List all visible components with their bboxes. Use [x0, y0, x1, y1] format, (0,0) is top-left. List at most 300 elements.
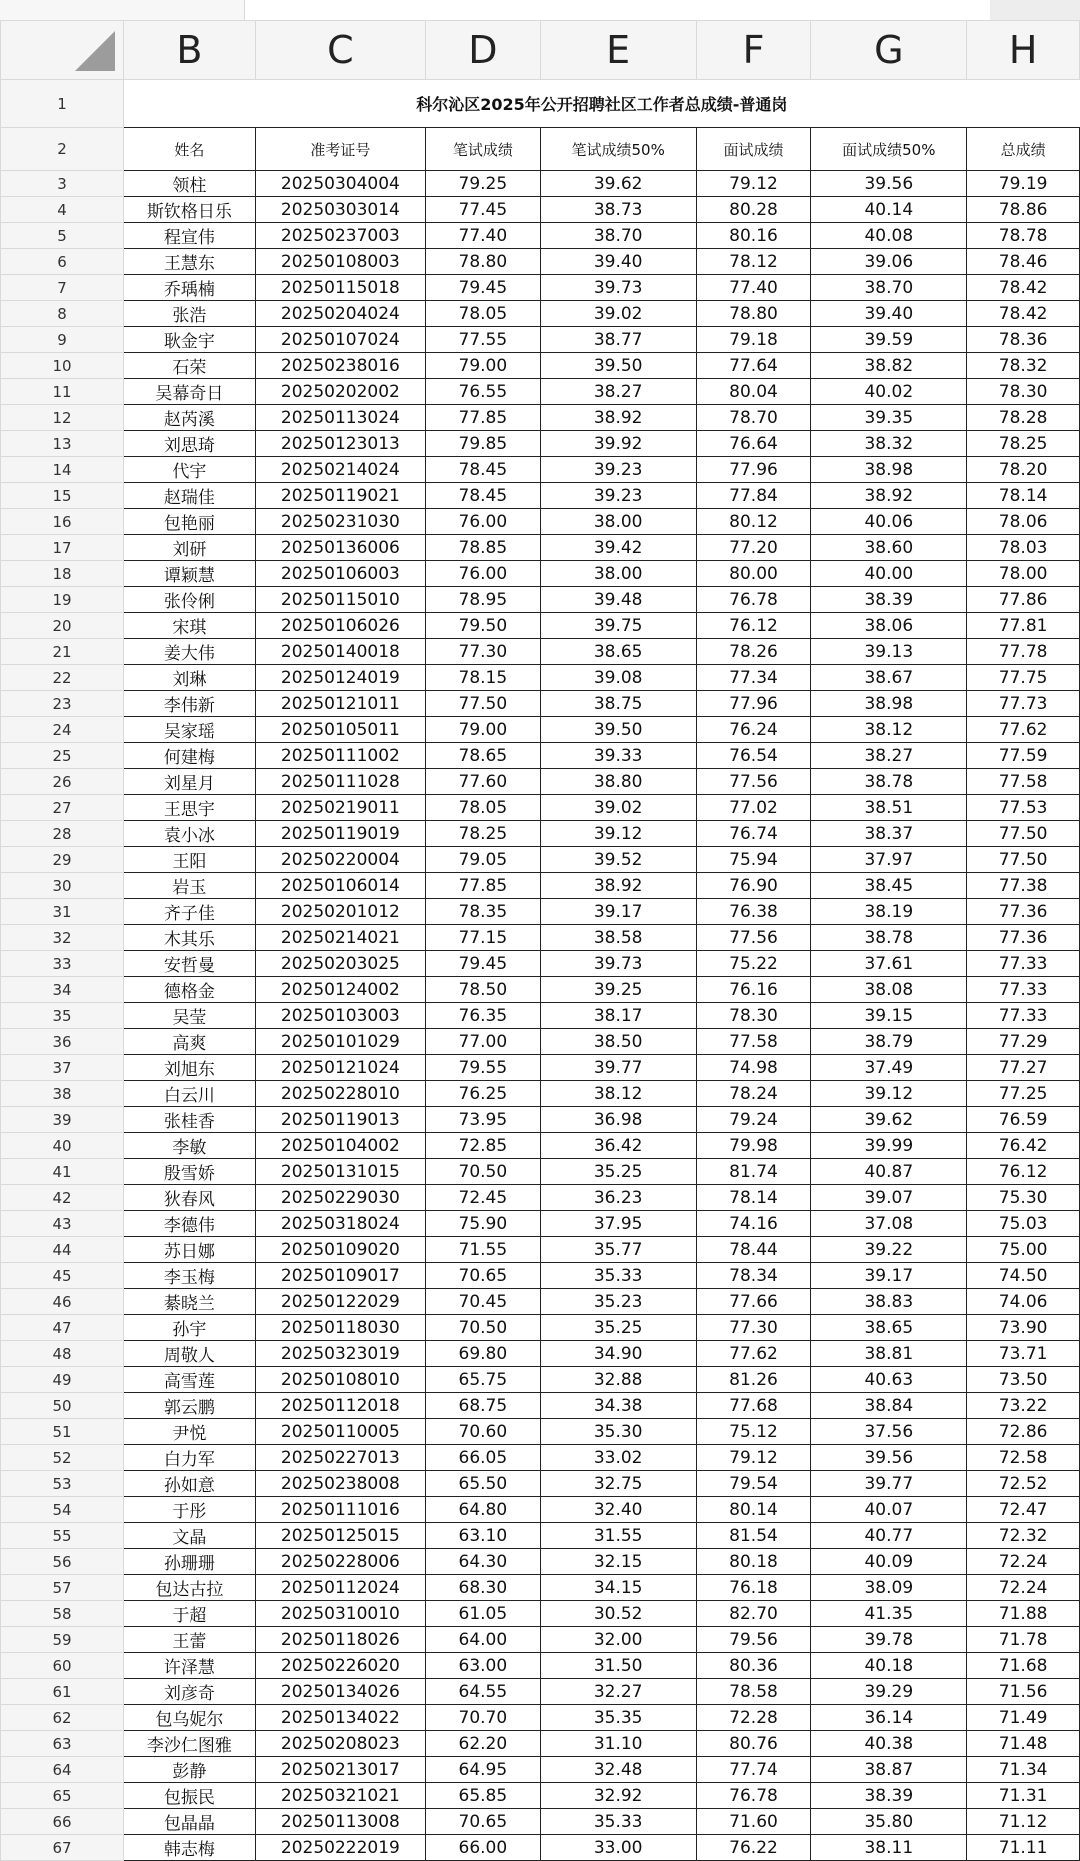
cell-interview-50[interactable]: 38.45: [811, 873, 967, 899]
cell-name[interactable]: 苏日娜: [124, 1237, 256, 1263]
cell-written-score[interactable]: 70.65: [425, 1809, 540, 1835]
cell-written-score[interactable]: 79.00: [425, 353, 540, 379]
cell-total-score[interactable]: 78.32: [967, 353, 1080, 379]
cell-total-score[interactable]: 72.86: [967, 1419, 1080, 1445]
cell-interview-score[interactable]: 77.74: [696, 1757, 811, 1783]
cell-total-score[interactable]: 78.06: [967, 509, 1080, 535]
cell-exam-id[interactable]: 20250109017: [255, 1263, 425, 1289]
cell-interview-50[interactable]: 39.78: [811, 1627, 967, 1653]
row-number[interactable]: 41: [1, 1159, 124, 1185]
cell-written-50[interactable]: 38.00: [540, 509, 696, 535]
cell-exam-id[interactable]: 20250118030: [255, 1315, 425, 1341]
row-number[interactable]: 31: [1, 899, 124, 925]
cell-exam-id[interactable]: 20250136006: [255, 535, 425, 561]
cell-exam-id[interactable]: 20250113024: [255, 405, 425, 431]
row-number[interactable]: 59: [1, 1627, 124, 1653]
cell-name[interactable]: 白云川: [124, 1081, 256, 1107]
cell-total-score[interactable]: 71.11: [967, 1835, 1080, 1861]
cell-total-score[interactable]: 72.32: [967, 1523, 1080, 1549]
cell-exam-id[interactable]: 20250220004: [255, 847, 425, 873]
cell-written-50[interactable]: 32.48: [540, 1757, 696, 1783]
row-number[interactable]: 10: [1, 353, 124, 379]
cell-written-score[interactable]: 64.00: [425, 1627, 540, 1653]
cell-written-score[interactable]: 72.45: [425, 1185, 540, 1211]
cell-name[interactable]: 尹悦: [124, 1419, 256, 1445]
cell-interview-score[interactable]: 74.98: [696, 1055, 811, 1081]
cell-name[interactable]: 斯钦格日乐: [124, 197, 256, 223]
cell-name[interactable]: 木其乐: [124, 925, 256, 951]
column-header-c[interactable]: C: [255, 21, 425, 80]
cell-name[interactable]: 吴莹: [124, 1003, 256, 1029]
cell-exam-id[interactable]: 20250108010: [255, 1367, 425, 1393]
cell-interview-50[interactable]: 38.39: [811, 1783, 967, 1809]
cell-interview-score[interactable]: 80.00: [696, 561, 811, 587]
cell-interview-score[interactable]: 76.78: [696, 1783, 811, 1809]
cell-written-score[interactable]: 62.20: [425, 1731, 540, 1757]
cell-name[interactable]: 王思宇: [124, 795, 256, 821]
cell-name[interactable]: 周敬人: [124, 1341, 256, 1367]
cell-total-score[interactable]: 77.50: [967, 847, 1080, 873]
cell-interview-score[interactable]: 77.96: [696, 457, 811, 483]
cell-written-score[interactable]: 78.85: [425, 535, 540, 561]
cell-written-50[interactable]: 38.75: [540, 691, 696, 717]
cell-written-score[interactable]: 79.25: [425, 171, 540, 197]
cell-interview-score[interactable]: 77.34: [696, 665, 811, 691]
cell-written-50[interactable]: 39.02: [540, 301, 696, 327]
row-number[interactable]: 17: [1, 535, 124, 561]
cell-written-score[interactable]: 66.00: [425, 1835, 540, 1861]
cell-written-score[interactable]: 70.50: [425, 1315, 540, 1341]
cell-interview-50[interactable]: 39.77: [811, 1471, 967, 1497]
cell-written-score[interactable]: 79.55: [425, 1055, 540, 1081]
cell-interview-score[interactable]: 76.54: [696, 743, 811, 769]
cell-total-score[interactable]: 77.36: [967, 899, 1080, 925]
cell-written-50[interactable]: 39.77: [540, 1055, 696, 1081]
cell-name[interactable]: 包乌妮尔: [124, 1705, 256, 1731]
header-written-score[interactable]: 笔试成绩: [425, 128, 540, 171]
cell-interview-score[interactable]: 78.58: [696, 1679, 811, 1705]
cell-name[interactable]: 领柱: [124, 171, 256, 197]
cell-total-score[interactable]: 71.49: [967, 1705, 1080, 1731]
cell-written-score[interactable]: 79.05: [425, 847, 540, 873]
cell-name[interactable]: 刘研: [124, 535, 256, 561]
cell-written-score[interactable]: 77.40: [425, 223, 540, 249]
cell-written-50[interactable]: 38.27: [540, 379, 696, 405]
cell-written-50[interactable]: 31.10: [540, 1731, 696, 1757]
cell-written-score[interactable]: 72.85: [425, 1133, 540, 1159]
cell-interview-50[interactable]: 40.08: [811, 223, 967, 249]
sheet-title-cell[interactable]: 科尔沁区2025年公开招聘社区工作者总成绩-普通岗: [124, 80, 1080, 128]
cell-name[interactable]: 包达古拉: [124, 1575, 256, 1601]
row-number[interactable]: 57: [1, 1575, 124, 1601]
cell-written-50[interactable]: 32.15: [540, 1549, 696, 1575]
cell-interview-score[interactable]: 80.18: [696, 1549, 811, 1575]
cell-name[interactable]: 李敏: [124, 1133, 256, 1159]
cell-exam-id[interactable]: 20250107024: [255, 327, 425, 353]
cell-written-score[interactable]: 78.45: [425, 483, 540, 509]
cell-exam-id[interactable]: 20250119019: [255, 821, 425, 847]
cell-exam-id[interactable]: 20250113008: [255, 1809, 425, 1835]
cell-written-score[interactable]: 76.00: [425, 561, 540, 587]
cell-total-score[interactable]: 78.42: [967, 301, 1080, 327]
row-number[interactable]: 21: [1, 639, 124, 665]
cell-interview-score[interactable]: 77.56: [696, 925, 811, 951]
cell-written-score[interactable]: 64.55: [425, 1679, 540, 1705]
row-number[interactable]: 50: [1, 1393, 124, 1419]
cell-interview-score[interactable]: 77.40: [696, 275, 811, 301]
cell-exam-id[interactable]: 20250134026: [255, 1679, 425, 1705]
cell-written-50[interactable]: 39.50: [540, 353, 696, 379]
cell-interview-50[interactable]: 38.79: [811, 1029, 967, 1055]
row-number[interactable]: 28: [1, 821, 124, 847]
cell-exam-id[interactable]: 20250105011: [255, 717, 425, 743]
cell-interview-score[interactable]: 78.30: [696, 1003, 811, 1029]
cell-interview-50[interactable]: 40.18: [811, 1653, 967, 1679]
cell-name[interactable]: 德格金: [124, 977, 256, 1003]
cell-interview-50[interactable]: 39.56: [811, 1445, 967, 1471]
cell-name[interactable]: 李沙仁图雅: [124, 1731, 256, 1757]
cell-exam-id[interactable]: 20250321021: [255, 1783, 425, 1809]
row-number[interactable]: 38: [1, 1081, 124, 1107]
row-number[interactable]: 40: [1, 1133, 124, 1159]
cell-name[interactable]: 殷雪娇: [124, 1159, 256, 1185]
cell-interview-score[interactable]: 75.94: [696, 847, 811, 873]
cell-interview-50[interactable]: 38.51: [811, 795, 967, 821]
cell-name[interactable]: 赵瑞佳: [124, 483, 256, 509]
cell-total-score[interactable]: 77.25: [967, 1081, 1080, 1107]
cell-written-50[interactable]: 34.15: [540, 1575, 696, 1601]
cell-name[interactable]: 白力军: [124, 1445, 256, 1471]
cell-interview-50[interactable]: 36.14: [811, 1705, 967, 1731]
row-number[interactable]: 52: [1, 1445, 124, 1471]
row-number[interactable]: 43: [1, 1211, 124, 1237]
cell-exam-id[interactable]: 20250125015: [255, 1523, 425, 1549]
column-header-b[interactable]: B: [124, 21, 256, 80]
row-number[interactable]: 65: [1, 1783, 124, 1809]
cell-interview-50[interactable]: 38.98: [811, 457, 967, 483]
cell-written-score[interactable]: 76.35: [425, 1003, 540, 1029]
cell-exam-id[interactable]: 20250227013: [255, 1445, 425, 1471]
row-number[interactable]: 32: [1, 925, 124, 951]
cell-interview-score[interactable]: 77.66: [696, 1289, 811, 1315]
cell-name[interactable]: 李玉梅: [124, 1263, 256, 1289]
cell-written-score[interactable]: 77.50: [425, 691, 540, 717]
row-number[interactable]: 61: [1, 1679, 124, 1705]
cell-exam-id[interactable]: 20250204024: [255, 301, 425, 327]
cell-interview-score[interactable]: 80.28: [696, 197, 811, 223]
cell-interview-50[interactable]: 39.13: [811, 639, 967, 665]
cell-exam-id[interactable]: 20250214021: [255, 925, 425, 951]
cell-total-score[interactable]: 73.90: [967, 1315, 1080, 1341]
row-number[interactable]: 67: [1, 1835, 124, 1861]
cell-name[interactable]: 刘彦奇: [124, 1679, 256, 1705]
cell-exam-id[interactable]: 20250112024: [255, 1575, 425, 1601]
cell-written-50[interactable]: 36.98: [540, 1107, 696, 1133]
cell-interview-50[interactable]: 40.77: [811, 1523, 967, 1549]
row-number[interactable]: 33: [1, 951, 124, 977]
row-number[interactable]: 29: [1, 847, 124, 873]
cell-interview-50[interactable]: 38.67: [811, 665, 967, 691]
cell-exam-id[interactable]: 20250228006: [255, 1549, 425, 1575]
cell-written-score[interactable]: 78.05: [425, 795, 540, 821]
cell-interview-50[interactable]: 38.78: [811, 769, 967, 795]
cell-interview-score[interactable]: 72.28: [696, 1705, 811, 1731]
cell-written-score[interactable]: 78.15: [425, 665, 540, 691]
cell-interview-score[interactable]: 76.38: [696, 899, 811, 925]
row-number[interactable]: 22: [1, 665, 124, 691]
cell-written-score[interactable]: 78.35: [425, 899, 540, 925]
cell-written-score[interactable]: 68.75: [425, 1393, 540, 1419]
cell-name[interactable]: 张桂香: [124, 1107, 256, 1133]
cell-interview-50[interactable]: 38.60: [811, 535, 967, 561]
cell-name[interactable]: 程宣伟: [124, 223, 256, 249]
cell-written-50[interactable]: 32.92: [540, 1783, 696, 1809]
cell-exam-id[interactable]: 20250134022: [255, 1705, 425, 1731]
cell-total-score[interactable]: 78.20: [967, 457, 1080, 483]
cell-interview-score[interactable]: 78.14: [696, 1185, 811, 1211]
cell-written-score[interactable]: 70.50: [425, 1159, 540, 1185]
column-header-g[interactable]: G: [811, 21, 967, 80]
cell-written-50[interactable]: 38.00: [540, 561, 696, 587]
row-number[interactable]: 45: [1, 1263, 124, 1289]
cell-interview-50[interactable]: 38.92: [811, 483, 967, 509]
cell-interview-score[interactable]: 71.60: [696, 1809, 811, 1835]
cell-interview-score[interactable]: 79.24: [696, 1107, 811, 1133]
cell-total-score[interactable]: 73.22: [967, 1393, 1080, 1419]
cell-interview-50[interactable]: 37.08: [811, 1211, 967, 1237]
cell-interview-50[interactable]: 38.70: [811, 275, 967, 301]
cell-name[interactable]: 韩志梅: [124, 1835, 256, 1861]
cell-written-50[interactable]: 34.90: [540, 1341, 696, 1367]
cell-exam-id[interactable]: 20250111016: [255, 1497, 425, 1523]
cell-name[interactable]: 王慧东: [124, 249, 256, 275]
cell-name[interactable]: 李伟新: [124, 691, 256, 717]
cell-exam-id[interactable]: 20250238008: [255, 1471, 425, 1497]
cell-exam-id[interactable]: 20250104002: [255, 1133, 425, 1159]
cell-exam-id[interactable]: 20250214024: [255, 457, 425, 483]
cell-total-score[interactable]: 71.31: [967, 1783, 1080, 1809]
cell-written-score[interactable]: 69.80: [425, 1341, 540, 1367]
cell-written-50[interactable]: 39.23: [540, 483, 696, 509]
cell-name[interactable]: 于超: [124, 1601, 256, 1627]
row-number[interactable]: 63: [1, 1731, 124, 1757]
cell-exam-id[interactable]: 20250323019: [255, 1341, 425, 1367]
cell-written-score[interactable]: 79.50: [425, 613, 540, 639]
cell-interview-score[interactable]: 77.68: [696, 1393, 811, 1419]
cell-interview-score[interactable]: 80.36: [696, 1653, 811, 1679]
cell-total-score[interactable]: 71.48: [967, 1731, 1080, 1757]
cell-exam-id[interactable]: 20250111028: [255, 769, 425, 795]
cell-written-50[interactable]: 39.48: [540, 587, 696, 613]
cell-interview-50[interactable]: 37.49: [811, 1055, 967, 1081]
cell-exam-id[interactable]: 20250110005: [255, 1419, 425, 1445]
cell-written-50[interactable]: 37.95: [540, 1211, 696, 1237]
cell-total-score[interactable]: 71.78: [967, 1627, 1080, 1653]
cell-total-score[interactable]: 74.06: [967, 1289, 1080, 1315]
row-number[interactable]: 2: [1, 128, 124, 171]
header-interview-50[interactable]: 面试成绩50%: [811, 128, 967, 171]
cell-total-score[interactable]: 72.58: [967, 1445, 1080, 1471]
cell-interview-score[interactable]: 76.12: [696, 613, 811, 639]
cell-exam-id[interactable]: 20250208023: [255, 1731, 425, 1757]
cell-interview-50[interactable]: 38.65: [811, 1315, 967, 1341]
cell-written-50[interactable]: 39.08: [540, 665, 696, 691]
row-number[interactable]: 62: [1, 1705, 124, 1731]
cell-name[interactable]: 齐子佳: [124, 899, 256, 925]
cell-interview-50[interactable]: 38.08: [811, 977, 967, 1003]
row-number[interactable]: 5: [1, 223, 124, 249]
cell-written-score[interactable]: 78.05: [425, 301, 540, 327]
cell-written-50[interactable]: 35.25: [540, 1159, 696, 1185]
cell-interview-score[interactable]: 77.56: [696, 769, 811, 795]
cell-interview-score[interactable]: 76.78: [696, 587, 811, 613]
cell-exam-id[interactable]: 20250119013: [255, 1107, 425, 1133]
cell-interview-score[interactable]: 79.98: [696, 1133, 811, 1159]
cell-name[interactable]: 吴家瑶: [124, 717, 256, 743]
cell-written-score[interactable]: 65.50: [425, 1471, 540, 1497]
cell-exam-id[interactable]: 20250131015: [255, 1159, 425, 1185]
cell-written-50[interactable]: 38.92: [540, 405, 696, 431]
cell-written-score[interactable]: 61.05: [425, 1601, 540, 1627]
cell-written-50[interactable]: 30.52: [540, 1601, 696, 1627]
cell-written-score[interactable]: 76.55: [425, 379, 540, 405]
cell-written-score[interactable]: 79.45: [425, 951, 540, 977]
cell-written-score[interactable]: 63.00: [425, 1653, 540, 1679]
cell-interview-50[interactable]: 38.98: [811, 691, 967, 717]
cell-exam-id[interactable]: 20250237003: [255, 223, 425, 249]
cell-exam-id[interactable]: 20250109020: [255, 1237, 425, 1263]
cell-written-50[interactable]: 32.27: [540, 1679, 696, 1705]
cell-written-50[interactable]: 39.50: [540, 717, 696, 743]
cell-name[interactable]: 孙珊珊: [124, 1549, 256, 1575]
cell-written-50[interactable]: 35.33: [540, 1809, 696, 1835]
cell-interview-50[interactable]: 37.97: [811, 847, 967, 873]
cell-exam-id[interactable]: 20250318024: [255, 1211, 425, 1237]
cell-name[interactable]: 石荣: [124, 353, 256, 379]
cell-interview-50[interactable]: 38.12: [811, 717, 967, 743]
cell-exam-id[interactable]: 20250112018: [255, 1393, 425, 1419]
cell-interview-50[interactable]: 40.14: [811, 197, 967, 223]
cell-written-50[interactable]: 39.25: [540, 977, 696, 1003]
cell-total-score[interactable]: 76.42: [967, 1133, 1080, 1159]
row-number[interactable]: 24: [1, 717, 124, 743]
cell-exam-id[interactable]: 20250106003: [255, 561, 425, 587]
row-number[interactable]: 60: [1, 1653, 124, 1679]
cell-name[interactable]: 张伶俐: [124, 587, 256, 613]
row-number[interactable]: 16: [1, 509, 124, 535]
cell-total-score[interactable]: 72.24: [967, 1575, 1080, 1601]
cell-interview-score[interactable]: 78.24: [696, 1081, 811, 1107]
cell-interview-score[interactable]: 82.70: [696, 1601, 811, 1627]
cell-interview-score[interactable]: 76.24: [696, 717, 811, 743]
cell-exam-id[interactable]: 20250106026: [255, 613, 425, 639]
cell-name[interactable]: 袁小冰: [124, 821, 256, 847]
cell-interview-score[interactable]: 75.22: [696, 951, 811, 977]
cell-written-50[interactable]: 38.73: [540, 197, 696, 223]
cell-written-50[interactable]: 38.17: [540, 1003, 696, 1029]
row-number[interactable]: 7: [1, 275, 124, 301]
cell-written-score[interactable]: 77.55: [425, 327, 540, 353]
cell-written-50[interactable]: 38.12: [540, 1081, 696, 1107]
cell-written-50[interactable]: 32.75: [540, 1471, 696, 1497]
cell-exam-id[interactable]: 20250115018: [255, 275, 425, 301]
cell-interview-50[interactable]: 40.07: [811, 1497, 967, 1523]
cell-written-score[interactable]: 71.55: [425, 1237, 540, 1263]
cell-interview-score[interactable]: 81.74: [696, 1159, 811, 1185]
cell-written-score[interactable]: 77.15: [425, 925, 540, 951]
cell-written-score[interactable]: 63.10: [425, 1523, 540, 1549]
row-number[interactable]: 23: [1, 691, 124, 717]
cell-interview-50[interactable]: 38.06: [811, 613, 967, 639]
cell-exam-id[interactable]: 20250101029: [255, 1029, 425, 1055]
cell-written-score[interactable]: 77.30: [425, 639, 540, 665]
cell-total-score[interactable]: 72.24: [967, 1549, 1080, 1575]
cell-interview-50[interactable]: 38.83: [811, 1289, 967, 1315]
cell-written-50[interactable]: 35.33: [540, 1263, 696, 1289]
cell-total-score[interactable]: 77.33: [967, 1003, 1080, 1029]
cell-written-score[interactable]: 73.95: [425, 1107, 540, 1133]
cell-interview-score[interactable]: 77.64: [696, 353, 811, 379]
cell-interview-score[interactable]: 78.44: [696, 1237, 811, 1263]
cell-interview-50[interactable]: 39.22: [811, 1237, 967, 1263]
row-number[interactable]: 25: [1, 743, 124, 769]
cell-name[interactable]: 宋琪: [124, 613, 256, 639]
row-number[interactable]: 13: [1, 431, 124, 457]
cell-interview-score[interactable]: 74.16: [696, 1211, 811, 1237]
cell-interview-50[interactable]: 39.62: [811, 1107, 967, 1133]
cell-total-score[interactable]: 77.27: [967, 1055, 1080, 1081]
cell-interview-50[interactable]: 38.87: [811, 1757, 967, 1783]
header-interview-score[interactable]: 面试成绩: [696, 128, 811, 171]
row-number[interactable]: 34: [1, 977, 124, 1003]
cell-exam-id[interactable]: 20250124019: [255, 665, 425, 691]
cell-exam-id[interactable]: 20250123013: [255, 431, 425, 457]
cell-exam-id[interactable]: 20250115010: [255, 587, 425, 613]
cell-written-score[interactable]: 77.00: [425, 1029, 540, 1055]
cell-name[interactable]: 刘思琦: [124, 431, 256, 457]
cell-interview-score[interactable]: 77.62: [696, 1341, 811, 1367]
cell-name[interactable]: 岩玉: [124, 873, 256, 899]
cell-total-score[interactable]: 77.59: [967, 743, 1080, 769]
cell-name[interactable]: 张浩: [124, 301, 256, 327]
cell-exam-id[interactable]: 20250231030: [255, 509, 425, 535]
cell-written-score[interactable]: 78.80: [425, 249, 540, 275]
cell-interview-50[interactable]: 39.12: [811, 1081, 967, 1107]
cell-exam-id[interactable]: 20250121011: [255, 691, 425, 717]
cell-interview-50[interactable]: 40.00: [811, 561, 967, 587]
row-number[interactable]: 58: [1, 1601, 124, 1627]
row-number[interactable]: 47: [1, 1315, 124, 1341]
cell-interview-score[interactable]: 80.12: [696, 509, 811, 535]
row-number[interactable]: 18: [1, 561, 124, 587]
header-exam-id[interactable]: 准考证号: [255, 128, 425, 171]
cell-interview-score[interactable]: 80.16: [696, 223, 811, 249]
row-number[interactable]: 36: [1, 1029, 124, 1055]
cell-interview-50[interactable]: 38.27: [811, 743, 967, 769]
cell-interview-score[interactable]: 77.58: [696, 1029, 811, 1055]
cell-total-score[interactable]: 78.30: [967, 379, 1080, 405]
row-number[interactable]: 30: [1, 873, 124, 899]
cell-name[interactable]: 高雪莲: [124, 1367, 256, 1393]
column-header-h[interactable]: H: [967, 21, 1080, 80]
cell-written-score[interactable]: 78.25: [425, 821, 540, 847]
cell-total-score[interactable]: 78.86: [967, 197, 1080, 223]
column-header-f[interactable]: F: [696, 21, 811, 80]
cell-total-score[interactable]: 77.58: [967, 769, 1080, 795]
cell-exam-id[interactable]: 20250140018: [255, 639, 425, 665]
cell-interview-score[interactable]: 77.02: [696, 795, 811, 821]
cell-interview-50[interactable]: 38.37: [811, 821, 967, 847]
